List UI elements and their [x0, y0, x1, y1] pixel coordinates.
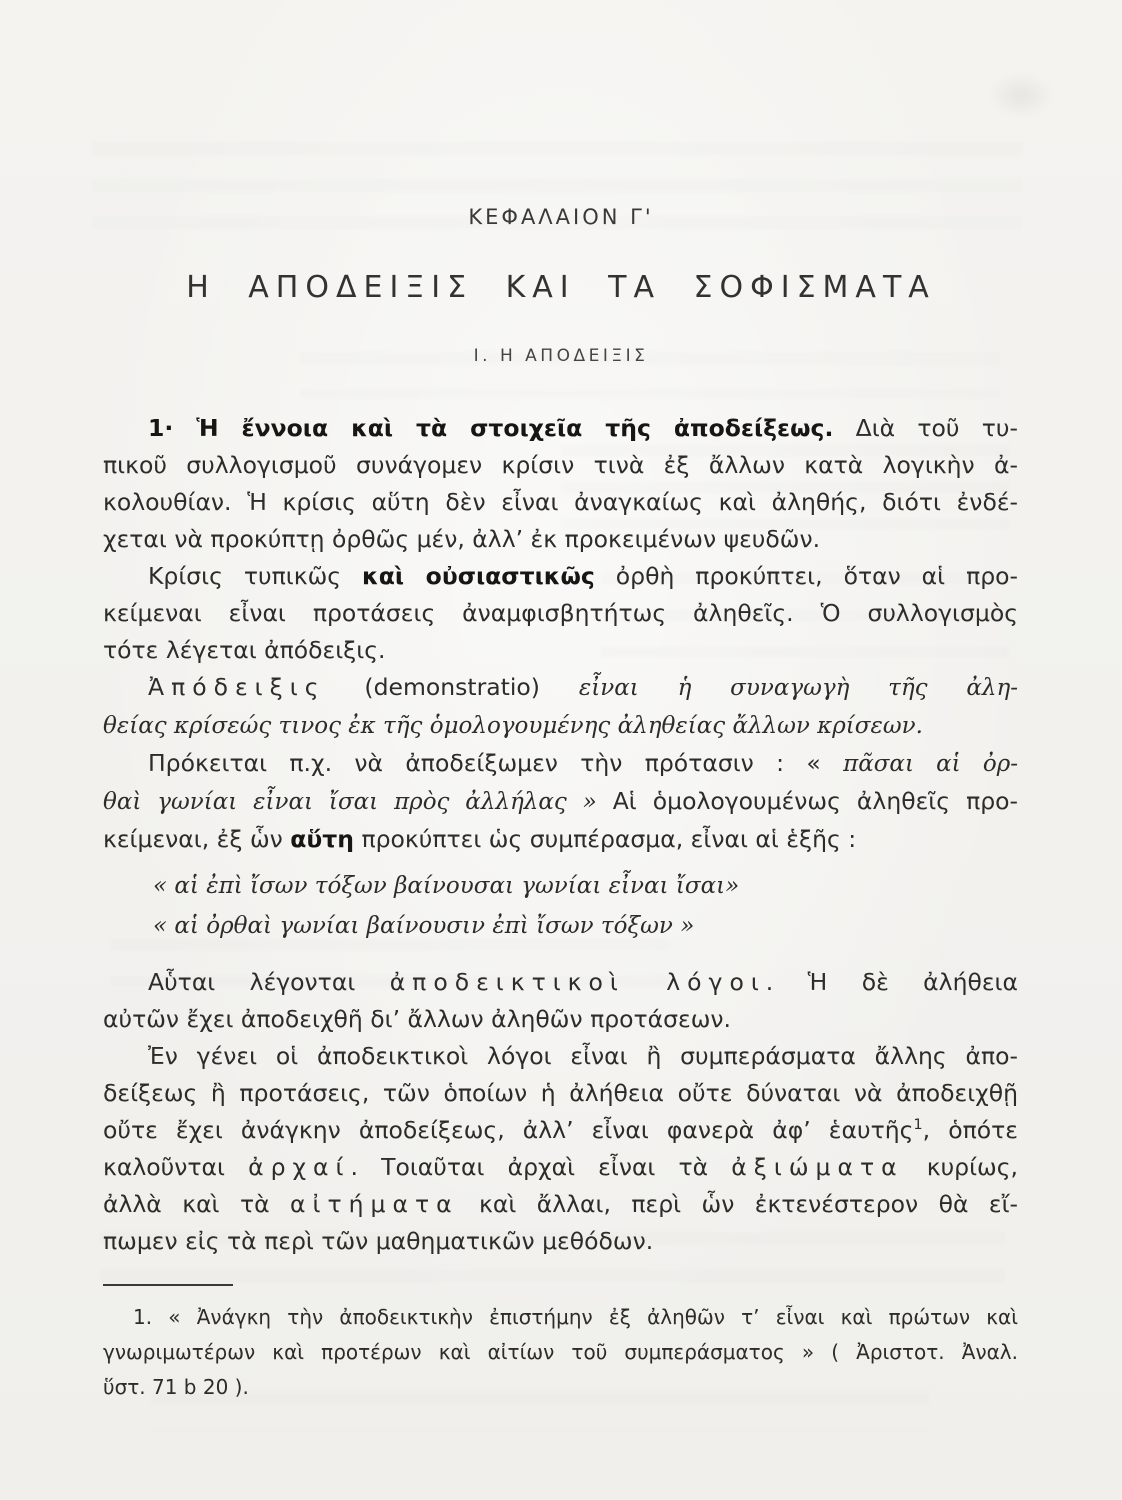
- text-segment: κυρίως,: [903, 1153, 1018, 1181]
- text-segment: « αἱ ἐπὶ ἴσων τόξων βαίνουσαι γωνίαι εἶναι ἴσαι»: [153, 873, 740, 899]
- page-header: [0, 205, 1122, 366]
- text-line: [103, 1186, 1018, 1223]
- text-segment: οὔτε ἔχει ἀνάγκην ἀποδείξεως, ἀλλ’ εἶναι φανερὰ ἀφ’ ἑαυτῆς: [103, 1116, 914, 1144]
- paragraph-definition-elements: [103, 410, 1018, 558]
- text-line: [103, 410, 1018, 447]
- text-line: [103, 1149, 1018, 1186]
- text-line: [103, 1112, 1018, 1149]
- text-line: [103, 521, 1018, 558]
- text-segment: . Ἡ δὲ ἀλήθεια: [765, 968, 1018, 996]
- text-segment: θείας κρίσεώς τινος ἐκ τῆς ὁμολογουμένης ἀληθείας ἄλλων κρίσεων.: [103, 713, 923, 739]
- text-segment: αὐτῶν ἔχει ἀποδειχθῆ δι’ ἄλλων ἀληθῶν προτάσεων.: [103, 1005, 732, 1033]
- text-segment: εἶναι ἡ συναγωγὴ τῆς ἀλη-: [578, 675, 1018, 701]
- text-segment: πωμεν εἰς τὰ περὶ τῶν μαθηματικῶν μεθόδων.: [103, 1227, 654, 1255]
- footnote-text: [103, 1300, 1018, 1405]
- paragraph-example: [103, 745, 1018, 858]
- page-title: Η ΑΠΟΔΕΙΞΙΣ ΚΑΙ ΤΑ ΣΟΦΙΣΜΑΤΑ: [186, 270, 936, 305]
- section-heading: Ι. Η ΑΠΟΔΕΙΞΙΣ: [473, 346, 649, 366]
- text-line: [103, 1075, 1018, 1112]
- text-segment: αἰτήματα: [290, 1190, 459, 1218]
- text-line: [153, 906, 1018, 946]
- text-segment: θαὶ γωνίαι εἶναι ἴσαι πρὸς ἀλλήλας »: [103, 789, 597, 815]
- footnote-separator: [103, 1284, 233, 1286]
- text-segment: ὕστ. 71 b 20 ).: [103, 1375, 249, 1399]
- text-segment: κολουθίαν. Ἡ κρίσις αὕτη δὲν εἶναι ἀναγκαίως καὶ ἀληθής, διότι ἐνδέ-: [103, 488, 1018, 516]
- text-segment: , ὁπότε: [922, 1116, 1018, 1144]
- text-line: [103, 707, 1018, 745]
- text-line: [103, 1001, 1018, 1038]
- text-segment: 1. « Ἀνάγκη τὴν ἀποδεικτικὴν ἐπιστήμην ἐξ ἀληθῶν τ’ εἶναι καὶ πρώτων καὶ: [133, 1305, 1018, 1329]
- text-segment: ὀρθὴ προκύπτει, ὅταν αἱ προ-: [594, 562, 1018, 590]
- text-segment: προκύπτει ὡς συμπέρασμα, εἶναι αἱ ἑξῆς :: [353, 825, 857, 853]
- text-segment: τότε λέγεται ἀπόδειξις.: [103, 636, 386, 664]
- text-line: [103, 964, 1018, 1001]
- paragraph-apodeixis-definition: [103, 669, 1018, 745]
- text-segment: ἀξιώματα: [731, 1153, 904, 1181]
- body-text: [0, 410, 1122, 1260]
- text-segment: πᾶσαι αἱ ὀρ-: [843, 751, 1018, 777]
- text-line: [103, 745, 1018, 783]
- text-line: [103, 447, 1018, 484]
- text-segment: καὶ ἄλλαι, περὶ ὧν ἐκτενέστερον θὰ εἴ-: [458, 1190, 1019, 1218]
- text-segment: δείξεως ἢ προτάσεις, τῶν ὁποίων ἡ ἀλήθεια οὔτε δύναται νὰ ἀποδειχθῇ: [103, 1079, 1018, 1107]
- text-segment: Κρίσις τυπικῶς: [148, 562, 363, 590]
- footnote-area: [0, 1284, 1122, 1405]
- text-segment: ἀλλὰ καὶ τὰ: [103, 1190, 291, 1218]
- text-line: [103, 484, 1018, 521]
- text-segment: κείμεναι, ἐξ ὧν: [103, 825, 291, 853]
- text-line: [103, 1335, 1018, 1370]
- paragraph-formal-substantial: [103, 558, 1018, 669]
- text-segment: 1· Ἡ ἔννοια καὶ τὰ στοιχεῖα τῆς ἀποδείξεως.: [148, 414, 834, 442]
- text-segment: χεται νὰ προκύπτῃ ὀρθῶς μέν, ἀλλ’ ἐκ προκειμένων ψευδῶν.: [103, 525, 821, 553]
- text-line: [103, 632, 1018, 669]
- paragraph-archai-axiomata: [103, 1038, 1018, 1260]
- text-line: [103, 1223, 1018, 1260]
- text-segment: καὶ οὐσιαστικῶς: [362, 562, 595, 590]
- text-segment: Αὗται λέγονται: [148, 968, 390, 996]
- text-segment: ἀποδεικτικοὶ λόγοι: [389, 968, 766, 996]
- text-line: [103, 821, 1018, 858]
- footnote-reference: 1: [913, 1116, 923, 1134]
- text-segment: Αἱ ὁμολογουμένως ἀληθεῖς προ-: [596, 787, 1018, 815]
- text-line: [103, 595, 1018, 632]
- text-line: [103, 1038, 1018, 1075]
- scan-smudge-artifact: [988, 72, 1054, 118]
- quoted-premises: [153, 866, 1018, 946]
- text-line: [103, 1370, 1018, 1405]
- text-segment: Πρόκειται π.χ. νὰ ἀποδείξωμεν τὴν πρότασιν : «: [148, 749, 844, 777]
- text-segment: . Τοιαῦται ἀρχαὶ εἶναι τὰ: [350, 1153, 732, 1181]
- text-segment: γνωριμωτέρων καὶ προτέρων καὶ αἰτίων τοῦ συμπεράσματος » ( Ἀριστοτ. Ἀναλ.: [103, 1340, 1018, 1364]
- text-segment: αὕτη: [290, 825, 354, 853]
- text-line: [103, 669, 1018, 707]
- text-line: [103, 1300, 1018, 1335]
- text-segment: « αἱ ὀρθαὶ γωνίαι βαίνουσιν ἐπὶ ἴσων τόξων »: [153, 913, 695, 939]
- text-segment: καλοῦνται: [103, 1153, 249, 1181]
- text-segment: ἀρχαί: [248, 1153, 351, 1181]
- text-line: [153, 866, 1018, 906]
- chapter-label: ΚΕΦΑΛΑΙΟΝ Γ': [468, 205, 654, 229]
- paragraph-apodeiktikoi-logoi: [103, 964, 1018, 1038]
- footnote-aristotle: [103, 1300, 1018, 1405]
- text-line: [103, 783, 1018, 821]
- text-segment: κείμεναι εἶναι προτάσεις ἀναμφισβητήτως ἀληθεῖς. Ὁ συλλογισμὸς: [103, 599, 1018, 627]
- text-segment: Διὰ τοῦ τυ-: [833, 414, 1019, 442]
- text-segment: Ἐν γένει οἱ ἀποδεικτικοὶ λόγοι εἶναι ἢ συμπεράσματα ἄλλης ἀπο-: [148, 1042, 1018, 1070]
- text-segment: (demonstratio): [325, 673, 579, 701]
- text-segment: πικοῦ συλλογισμοῦ συνάγομεν κρίσιν τινὰ ἐξ ἄλλων κατὰ λογικὴν ἀ-: [103, 451, 1018, 479]
- text-segment: Ἀπόδειξις: [148, 673, 326, 701]
- text-line: [103, 558, 1018, 595]
